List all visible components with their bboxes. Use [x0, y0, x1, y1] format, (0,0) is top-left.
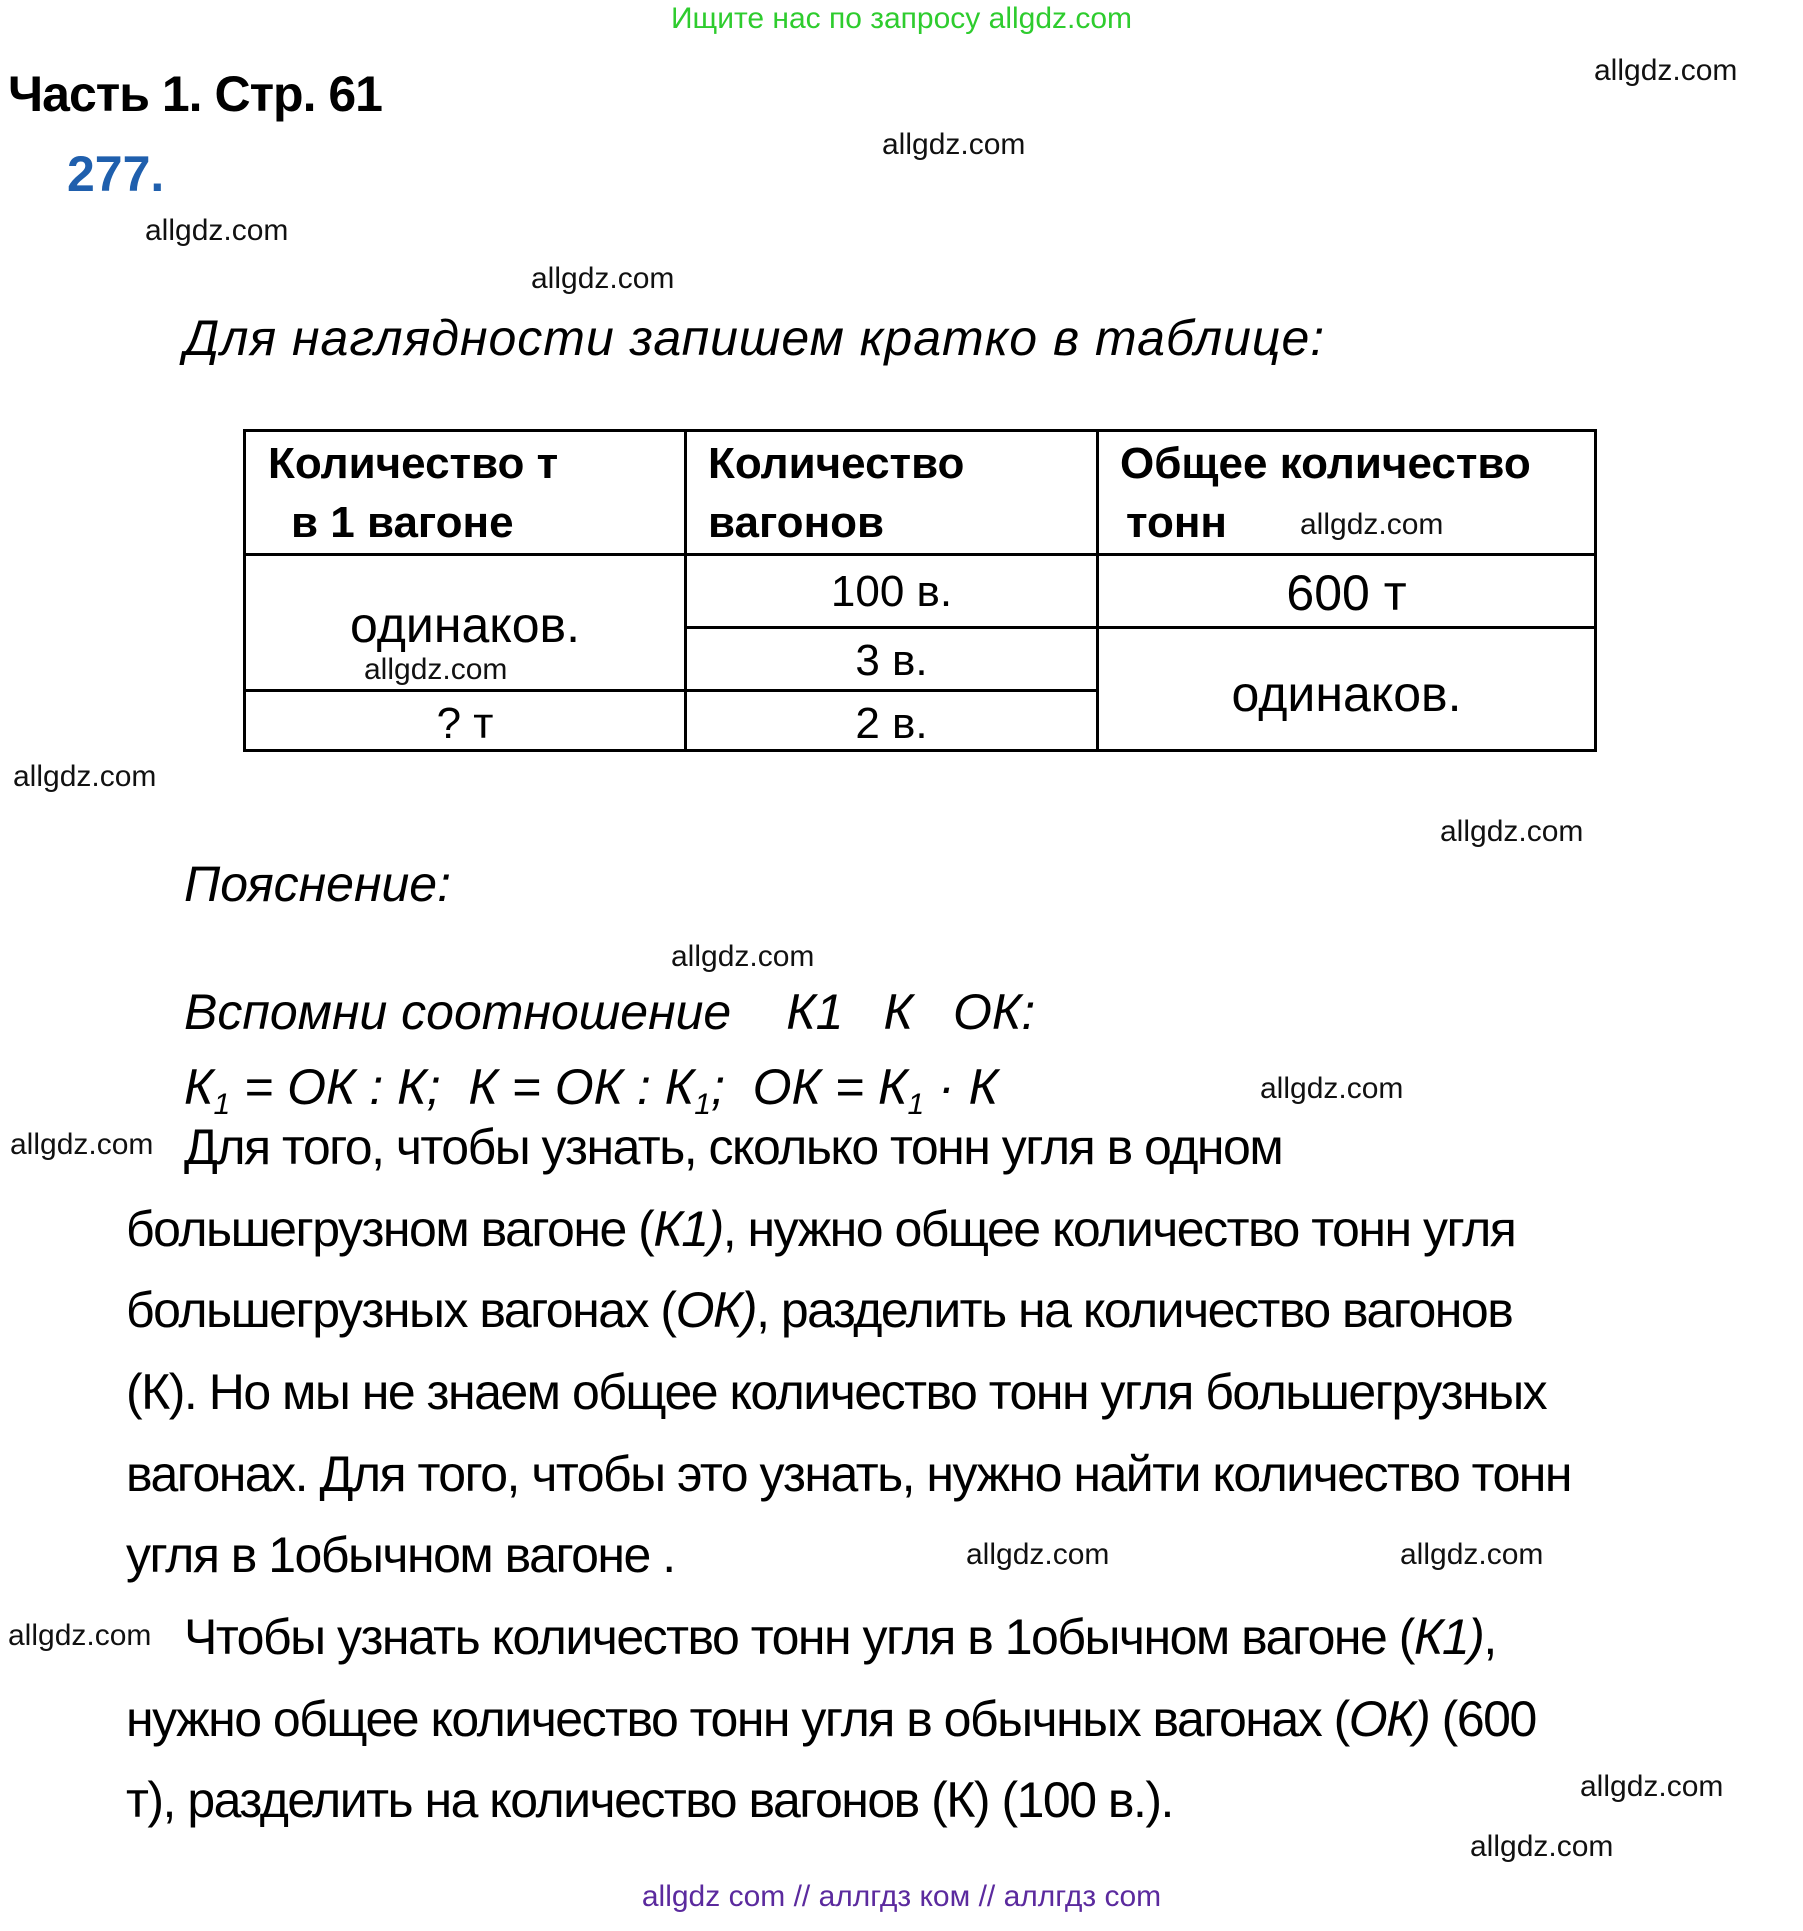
data-table: [243, 429, 1597, 752]
recall-k1: К1: [786, 984, 844, 1040]
header-col2-line1: Количество: [708, 439, 965, 488]
body-line: [126, 1364, 1546, 1420]
watermark: allgdz.com: [1300, 508, 1444, 541]
search-hint-link[interactable]: Ищите нас по запросу allgdz.com: [670, 2, 1133, 35]
intro-text: Для наглядности запишем кратко в таблице:: [184, 310, 1326, 366]
italic-term: ОК): [675, 1282, 757, 1338]
body-text: большегрузных вагонах (: [126, 1282, 676, 1338]
watermark: allgdz.com: [1440, 815, 1584, 848]
formula-part: ; ОК = К: [710, 1059, 908, 1115]
formula-part: · К: [924, 1059, 999, 1115]
watermark: allgdz.com: [882, 128, 1026, 161]
watermark: allgdz.com: [1400, 1538, 1544, 1571]
header-col2-line2: вагонов: [708, 498, 885, 547]
watermark: allgdz.com: [10, 1128, 154, 1161]
table-divider: [684, 626, 1594, 629]
header-col3-line2: тонн: [1126, 498, 1227, 547]
body-line: [126, 1201, 1515, 1257]
cell-col1-same: одинаков.: [350, 597, 580, 653]
watermark: allgdz.com: [966, 1538, 1110, 1571]
formula-part: К: [184, 1059, 214, 1115]
task-number: 277.: [67, 146, 165, 202]
formula-part: = ОК : К; К = ОК : К: [230, 1059, 695, 1115]
body-text: ,: [1483, 1609, 1496, 1665]
body-line: [184, 1609, 1496, 1665]
formula-subscript: 1: [907, 1088, 925, 1121]
table-divider: [246, 689, 1099, 692]
body-text: Чтобы узнать количество тонн угля в 1обычном вагоне (: [184, 1609, 1414, 1665]
watermark: allgdz.com: [1580, 1770, 1724, 1803]
italic-term: К1): [653, 1201, 723, 1257]
watermark: allgdz.com: [671, 940, 815, 973]
body-text: , нужно общее количество тонн угля: [722, 1201, 1516, 1257]
watermark: allgdz.com: [1260, 1072, 1404, 1105]
watermark: allgdz.com: [531, 262, 675, 295]
cell-col2-row3: 2 в.: [855, 699, 928, 748]
header-col1-line1: Количество т: [268, 439, 559, 488]
header-col1-line2: в 1 вагоне: [291, 498, 514, 547]
body-text: Для того, чтобы узнать, сколько тонн угля в одном: [184, 1119, 1283, 1175]
recall-line: [184, 983, 1035, 1041]
italic-term: ОК): [1348, 1691, 1430, 1747]
recall-k: К: [883, 984, 913, 1040]
watermark: allgdz.com: [13, 760, 157, 793]
body-text: т), разделить на количество вагонов (К) (100 в.).: [126, 1772, 1173, 1828]
body-line: [126, 1527, 675, 1583]
footer-links[interactable]: allgdz com // аллгдз ком // аллгдз com: [641, 1880, 1162, 1913]
italic-term: К1): [1413, 1609, 1484, 1665]
body-text: большегрузном вагоне (: [126, 1201, 654, 1257]
body-text: (600: [1429, 1691, 1536, 1747]
explanation-label: Пояснение:: [184, 856, 451, 912]
formula-line: [184, 1058, 999, 1121]
body-text: , разделить на количество вагонов: [756, 1282, 1513, 1338]
cell-col1-unknown: ? т: [436, 699, 494, 748]
body-text: (К). Но мы не знаем общее количество тонн угля большегрузных: [126, 1364, 1547, 1420]
formula-subscript: 1: [213, 1088, 231, 1121]
page-title: Часть 1. Стр. 61: [8, 66, 382, 122]
cell-col2-row2: 3 в.: [855, 636, 928, 685]
body-text: угля в 1обычном вагоне .: [126, 1527, 675, 1583]
cell-col3-total: 600 т: [1286, 565, 1407, 621]
watermark: allgdz.com: [364, 653, 508, 686]
formula-subscript: 1: [694, 1088, 711, 1121]
recall-text: Вспомни соотношение: [184, 984, 732, 1040]
body-line: [126, 1282, 1512, 1338]
body-text: нужно общее количество тонн угля в обычных вагонах (: [126, 1691, 1349, 1747]
body-line: [126, 1691, 1536, 1747]
watermark: allgdz.com: [145, 214, 289, 247]
cell-col2-row1: 100 в.: [830, 567, 953, 616]
body-line: [184, 1119, 1282, 1175]
table-divider: [246, 553, 1594, 556]
cell-col3-same: одинаков.: [1231, 666, 1462, 722]
watermark: allgdz.com: [1470, 1830, 1614, 1863]
body-line: [126, 1446, 1571, 1502]
watermark: allgdz.com: [1594, 54, 1738, 87]
body-line: [126, 1772, 1173, 1828]
watermark: allgdz.com: [8, 1619, 152, 1652]
header-col3-line1: Общее количество: [1120, 439, 1531, 488]
recall-ok: ОК:: [952, 984, 1036, 1040]
body-text: вагонах. Для того, чтобы это узнать, нужно найти количество тонн: [126, 1446, 1572, 1502]
